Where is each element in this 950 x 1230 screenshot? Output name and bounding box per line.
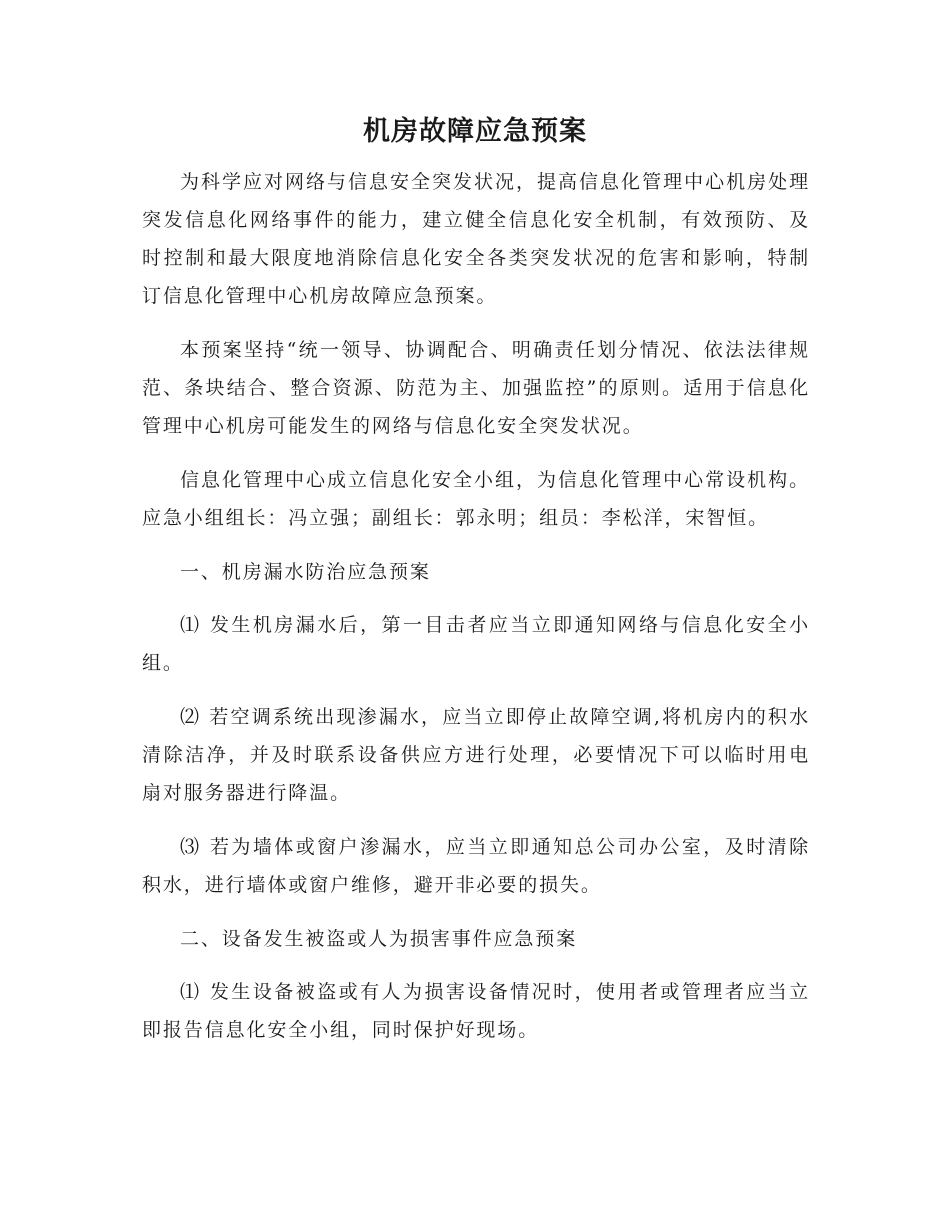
- paragraph-water-leak-step-2: ⑵ 若空调系统出现渗漏水，应当立即停止故障空调,将机房内的积水清除洁净，并及时联系设备供应方进行处理，必要情况下可以临时用电扇对服务器进行降温。: [142, 706, 810, 804]
- paragraph-theft-damage-step-1: ⑴ 发生设备被盗或有人为损害设备情况时，使用者或管理者应当立即报告信息化安全小组，同时保护好现场。: [142, 981, 810, 1041]
- section-heading-theft-damage: 二、设备发生被盗或人为损害事件应急预案: [180, 928, 578, 950]
- paragraph-water-leak-step-3: ⑶ 若为墙体或窗户渗漏水，应当立即通知总公司办公室，及时清除积水，进行墙体或窗户维修，避开非必要的损失。: [142, 836, 810, 896]
- section-heading-water-leak: 一、机房漏水防治应急预案: [180, 561, 431, 583]
- document-title: 机房故障应急预案: [363, 116, 587, 147]
- paragraph-water-leak-step-1: ⑴ 发生机房漏水后，第一目击者应当立即通知网络与信息化安全小组。: [142, 614, 810, 674]
- paragraph-team: 信息化管理中心成立信息化安全小组，为信息化管理中心常设机构。应急小组组长：冯立强；副组长：郭永明；组员：李松洋，宋智恒。: [142, 469, 810, 529]
- paragraph-purpose: 为科学应对网络与信息安全突发状况，提高信息化管理中心机房处理突发信息化网络事件的能力，建立健全信息化安全机制，有效预防、及时控制和最大限度地消除信息化安全各类突发状况的危害和影响，特制订信息化管理中心机房故障应急预案。: [142, 171, 810, 307]
- document-body: [142, 163, 810, 1065]
- paragraph-principles: 本预案坚持“统一领导、协调配合、明确责任划分情况、依法法律规范、条块结合、整合资源、防范为主、加强监控”的原则。适用于信息化管理中心机房可能发生的网络与信息化安全突发状况。: [142, 339, 810, 437]
